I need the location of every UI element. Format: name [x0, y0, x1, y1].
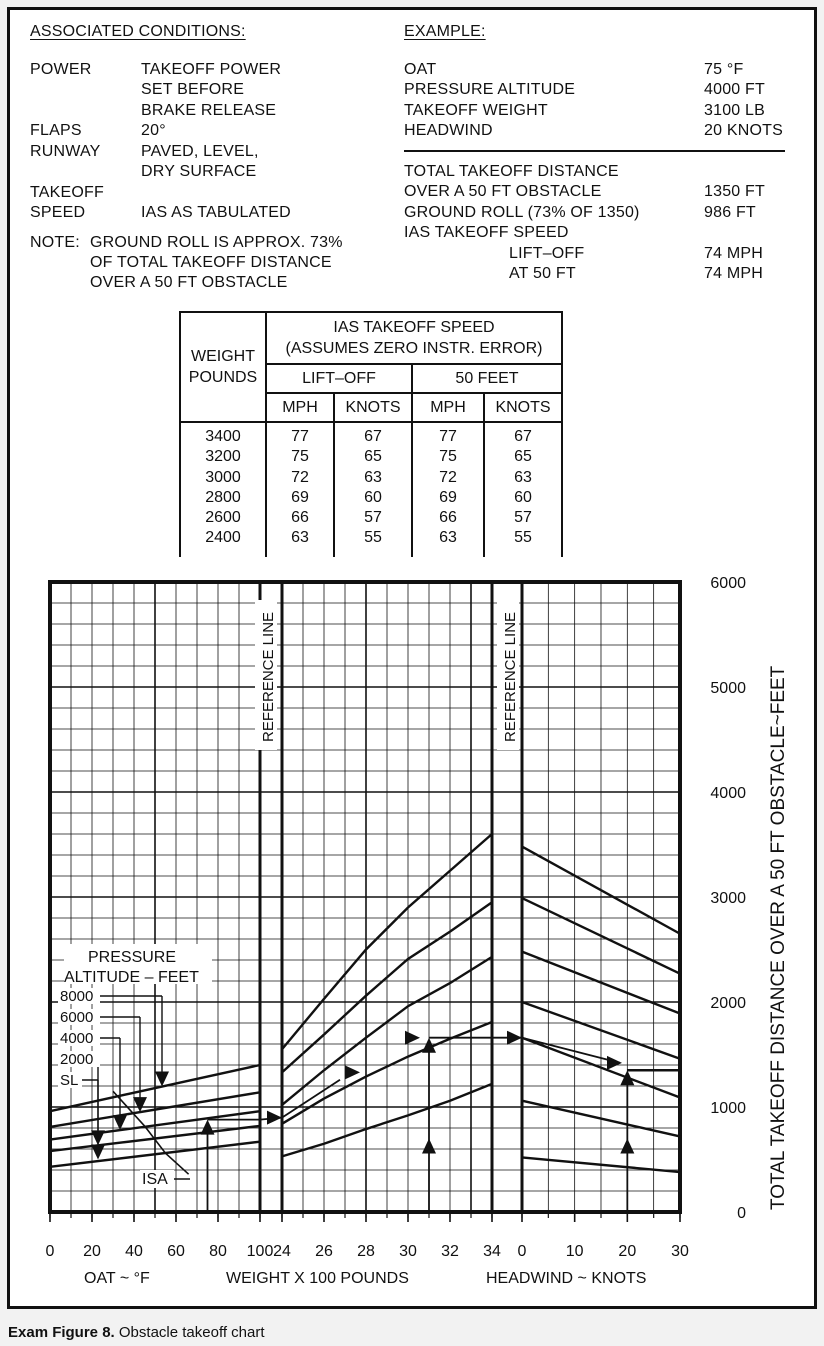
arrowhead: [91, 1145, 105, 1160]
liftoff-mph-column: 77 75 72 69 66 63: [266, 422, 334, 557]
unit-header: MPH: [266, 393, 334, 422]
example-path: [260, 1118, 282, 1120]
example-row-label: HEADWIND: [404, 122, 493, 139]
ias-header-line: (ASSUMES ZERO INSTR. ERROR): [285, 340, 543, 357]
x-axis-label: OAT ~ °F: [84, 1270, 150, 1287]
runway-line: PAVED, LEVEL,: [141, 143, 259, 160]
arrowhead: [345, 1065, 360, 1079]
takeoff-label: TAKEOFF: [30, 184, 104, 201]
example-path: [522, 1038, 620, 1063]
result-value: 74 MPH: [704, 245, 763, 262]
result-line: TOTAL TAKEOFF DISTANCE: [404, 163, 619, 180]
conditions-heading: ASSOCIATED CONDITIONS:: [30, 23, 246, 40]
liftoff-header: LIFT–OFF: [266, 364, 412, 393]
power-label: POWER: [30, 61, 92, 78]
y-tick-label: 2000: [710, 995, 746, 1012]
unit-header: KNOTS: [484, 393, 562, 422]
example-row-label: PRESSURE ALTITUDE: [404, 81, 576, 98]
x-tick-label: 10: [565, 1243, 584, 1260]
result-line: IAS TAKEOFF SPEED: [404, 224, 569, 241]
legend-label: SL: [60, 1072, 79, 1089]
legend-title-line: ALTITUDE – FEET: [64, 969, 199, 986]
flaps-label: FLAPS: [30, 122, 82, 139]
x-tick-label: 30: [671, 1243, 689, 1260]
power-line: TAKEOFF POWER: [141, 61, 282, 78]
result-line: OVER A 50 FT OBSTACLE: [404, 183, 602, 200]
result-line: LIFT–OFF: [509, 245, 585, 262]
x-tick-label: 30: [399, 1243, 417, 1260]
x-tick-label: 80: [209, 1243, 227, 1260]
x-tick-label: 32: [441, 1243, 459, 1260]
note-label: NOTE:: [30, 234, 80, 251]
caption-label: Exam Figure 8.: [8, 1324, 115, 1341]
legend-label: 4000: [60, 1030, 94, 1047]
arrowhead: [507, 1031, 522, 1045]
speed-value: IAS AS TABULATED: [141, 204, 291, 221]
result-value: 1350 FT: [704, 183, 765, 200]
arrowhead: [405, 1031, 420, 1045]
arrowhead: [201, 1120, 215, 1135]
ias-header-line: IAS TAKEOFF SPEED: [333, 319, 495, 336]
weight-header-line: WEIGHT: [191, 348, 255, 365]
unit-header: MPH: [412, 393, 484, 422]
arrowhead: [422, 1139, 436, 1154]
y-tick-label: 6000: [710, 575, 746, 592]
ft50-knots-column: 67 65 63 60 57 55: [484, 422, 562, 557]
legend-title-line: PRESSURE: [88, 949, 177, 966]
arrowhead: [607, 1056, 622, 1070]
example-row-label: TAKEOFF WEIGHT: [404, 102, 548, 119]
chart-series: [50, 834, 680, 1174]
ft50-mph-column: 77 75 72 69 66 63: [412, 422, 484, 557]
arrowhead: [133, 1097, 147, 1112]
liftoff-knots-column: 67 65 63 60 57 55: [334, 422, 412, 557]
weight-header-line: POUNDS: [188, 369, 258, 386]
y-tick-label: 0: [737, 1205, 746, 1222]
x-tick-label: 24: [273, 1243, 291, 1260]
ft50-header: 50 FEET: [412, 364, 562, 393]
power-line: BRAKE RELEASE: [141, 102, 277, 119]
y-tick-label: 4000: [710, 785, 746, 802]
x-tick-label: 0: [517, 1243, 527, 1260]
x-tick-label: 26: [315, 1243, 333, 1260]
legend-label: 2000: [60, 1051, 94, 1068]
x-axis-label: WEIGHT X 100 POUNDS: [226, 1270, 409, 1287]
x-axis-label: HEADWIND ~ KNOTS: [486, 1270, 647, 1287]
note-line: OF TOTAL TAKEOFF DISTANCE: [90, 254, 332, 271]
example-row-value: 20 KNOTS: [704, 122, 783, 139]
chart-grid: [50, 582, 680, 1212]
note-line: OVER A 50 FT OBSTACLE: [90, 274, 288, 291]
x-tick-label: 60: [167, 1243, 185, 1260]
y-tick-label: 1000: [710, 1100, 746, 1117]
result-line: AT 50 FT: [509, 265, 576, 282]
isa-curve: [113, 1091, 189, 1174]
example-row-value: 75 °F: [704, 61, 744, 78]
x-tick-label: 28: [357, 1243, 375, 1260]
result-value: 74 MPH: [704, 265, 763, 282]
legend-label: 8000: [60, 988, 94, 1005]
flaps-value: 20°: [141, 122, 166, 139]
y-tick-label: 5000: [710, 680, 746, 697]
reference-line-label: REFERENCE LINE: [502, 611, 519, 742]
arrowhead: [620, 1070, 634, 1085]
unit-header: KNOTS: [334, 393, 412, 422]
runway-label: RUNWAY: [30, 143, 101, 160]
example-row-label: OAT: [404, 61, 437, 78]
reference-line-label: REFERENCE LINE: [260, 611, 277, 742]
result-value: 986 FT: [704, 204, 756, 221]
x-tick-label: 34: [483, 1243, 501, 1260]
isa-label: ISA: [142, 1171, 168, 1188]
x-tick-label: 100: [246, 1243, 274, 1260]
example-row-value: 4000 FT: [704, 81, 765, 98]
caption-text: Obstacle takeoff chart: [118, 1324, 265, 1341]
x-tick-label: 40: [125, 1243, 143, 1260]
chart-marks: [50, 996, 680, 1222]
y-axis-label: TOTAL TAKEOFF DISTANCE OVER A 50 FT OBSTACLE~FEET: [768, 665, 789, 1210]
speed-label: SPEED: [30, 204, 86, 221]
x-tick-label: 20: [83, 1243, 101, 1260]
figure-caption: [8, 1324, 265, 1341]
legend-label: 6000: [60, 1009, 94, 1026]
note-line: GROUND ROLL IS APPROX. 73%: [90, 234, 343, 251]
power-line: SET BEFORE: [141, 81, 245, 98]
y-tick-label: 3000: [710, 890, 746, 907]
x-tick-label: 20: [618, 1243, 637, 1260]
result-line: GROUND ROLL (73% OF 1350): [404, 204, 640, 221]
weight-column: 3400 3200 3000 2800 2600 2400: [180, 422, 266, 557]
example-row-value: 3100 LB: [704, 102, 766, 119]
x-tick-label: 0: [45, 1243, 55, 1260]
runway-line: DRY SURFACE: [141, 163, 257, 180]
arrowhead: [620, 1139, 634, 1154]
example-heading: EXAMPLE:: [404, 23, 486, 40]
